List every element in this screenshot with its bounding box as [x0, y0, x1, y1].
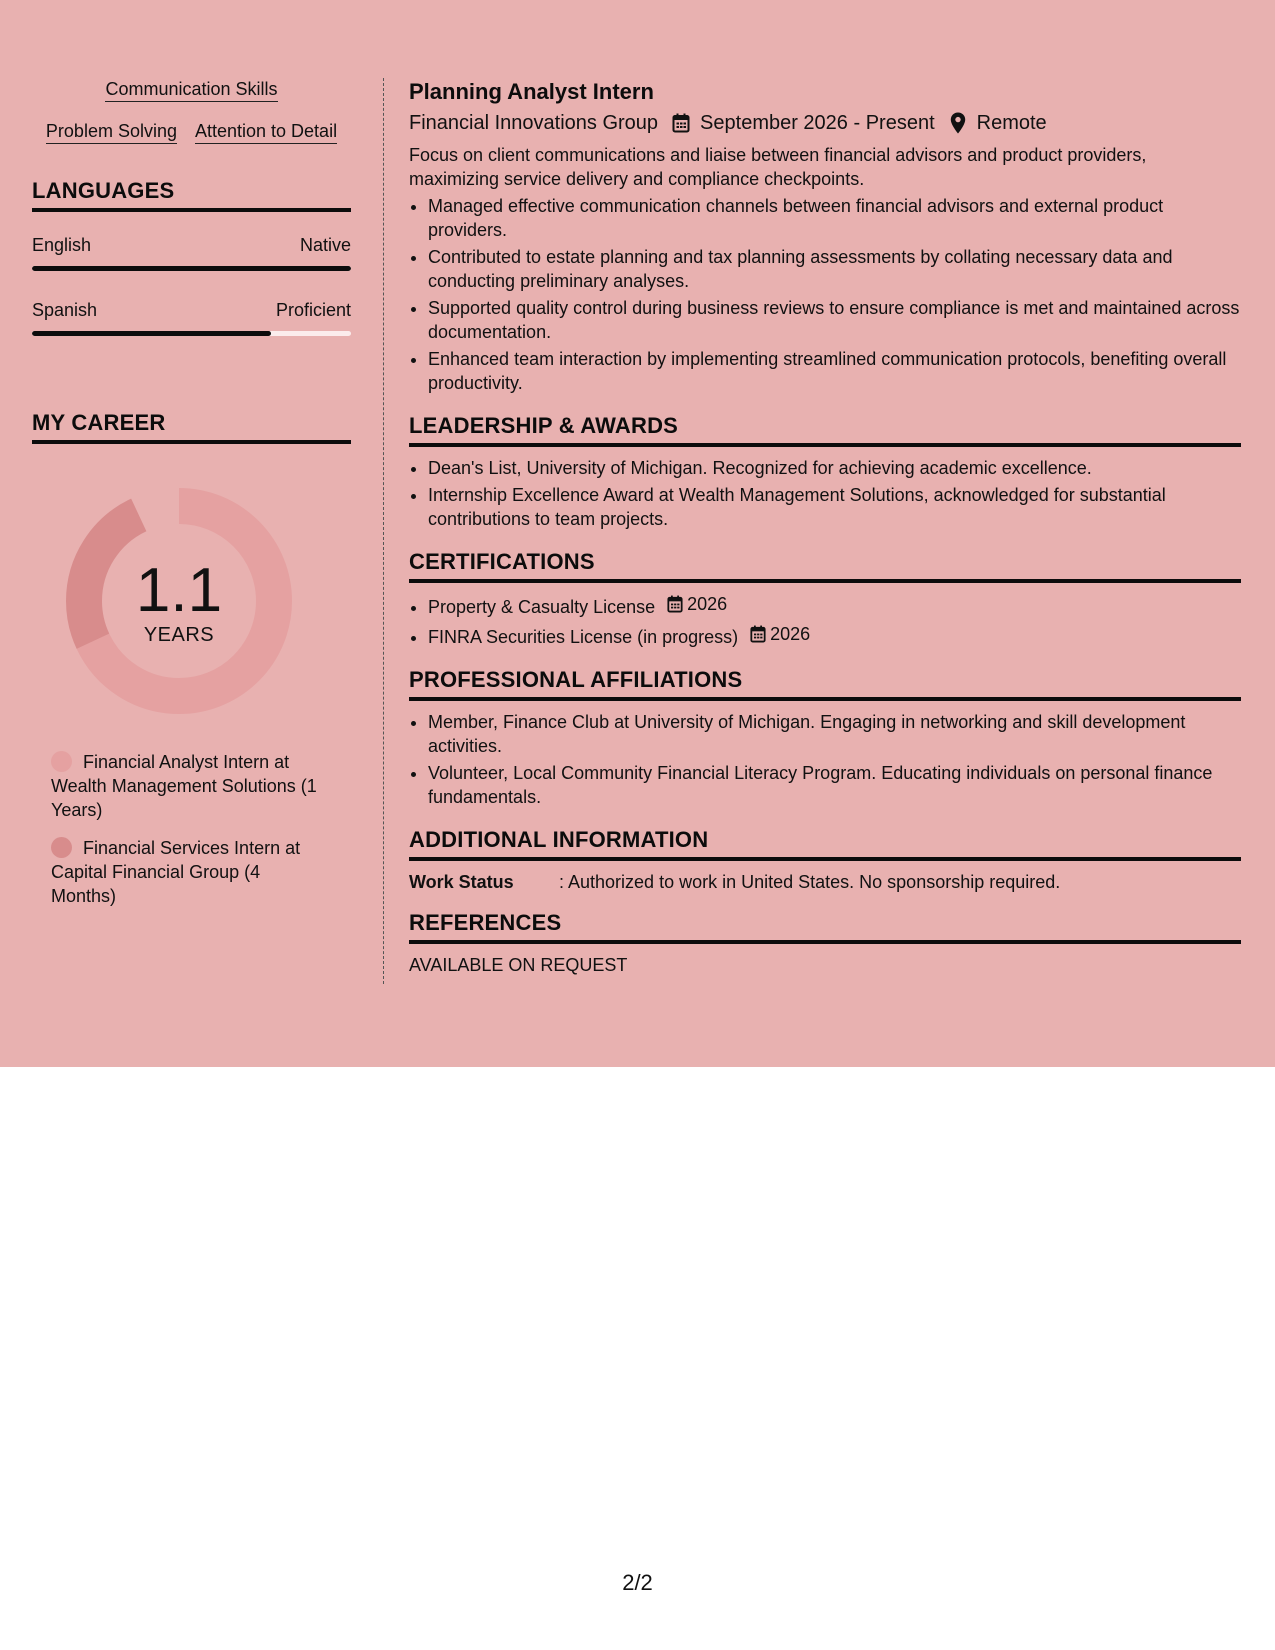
certifications-section: [409, 549, 1241, 649]
job-bullets: [409, 194, 1241, 395]
affiliations-section: [409, 667, 1241, 809]
languages-section: [32, 178, 351, 336]
career-donut-chart: [66, 488, 292, 714]
calendar-icon: [667, 595, 683, 613]
legend-item: [51, 836, 321, 908]
career-section: [32, 410, 351, 908]
leadership-heading: LEADERSHIP & AWARDS: [409, 413, 1241, 447]
legend-dot: [51, 837, 72, 858]
job-bullet: • Contributed to estate planning and tax planning assessments by collating necessary data and conducting preliminary analyses.: [428, 245, 1241, 293]
job-bullet: • Enhanced team interaction by implementing streamlined communication protocols, benefiting overall productivity.: [428, 347, 1241, 395]
legend-item: [51, 750, 321, 822]
language-item: [32, 299, 351, 336]
career-total-years: 1.1: [135, 555, 223, 625]
right-column: [409, 78, 1241, 977]
certification-item: [428, 592, 1241, 619]
certifications-heading: CERTIFICATIONS: [409, 549, 1241, 583]
job-description: Focus on client communications and liaise between financial advisors and product providers, maximizing service delivery and compliance checkpoints.: [409, 145, 1147, 189]
language-bar-fill: [32, 266, 351, 271]
leadership-item: • Dean's List, University of Michigan. Recognized for achieving academic excellence.: [428, 456, 1241, 480]
certification-item: [428, 622, 1241, 649]
calendar-icon: [750, 625, 766, 643]
certification-year: 2026: [687, 594, 728, 614]
skill-tag: Problem Solving: [46, 120, 177, 144]
references-heading: REFERENCES: [409, 910, 1241, 944]
legend-label: Financial Analyst Intern at Wealth Management Solutions (1 Years): [51, 752, 317, 820]
languages-heading: LANGUAGES: [32, 178, 351, 212]
career-heading: MY CAREER: [32, 410, 351, 444]
affiliation-item: • Volunteer, Local Community Financial Literacy Program. Educating individuals on personal finance fundamentals.: [428, 761, 1241, 809]
leadership-list: [409, 456, 1241, 531]
job-dates: September 2026 - Present: [700, 112, 935, 134]
skills-list: [32, 78, 351, 144]
language-bar-fill: [32, 331, 271, 336]
leadership-item: • Internship Excellence Award at Wealth Management Solutions, acknowledged for substantial contributions to team projects.: [428, 483, 1241, 531]
skills-row-1: [32, 78, 351, 102]
location-pin-icon: [948, 112, 968, 134]
legend-dot: [51, 751, 72, 772]
references-section: [409, 910, 1241, 977]
work-status-label: Work Status: [409, 872, 514, 892]
language-level: Proficient: [275, 300, 351, 320]
column-divider: [383, 78, 384, 984]
page-number: 2/2: [622, 1570, 653, 1595]
job-location: Remote: [976, 112, 1047, 134]
job-meta: [409, 109, 1241, 137]
language-name: English: [32, 235, 92, 255]
language-level: Native: [299, 235, 351, 255]
affiliation-item: • Member, Finance Club at University of Michigan. Engaging in networking and skill development activities.: [428, 710, 1241, 758]
work-status-row: [409, 870, 1241, 894]
additional-info-section: [409, 827, 1241, 894]
experience-entry: [409, 78, 1241, 395]
left-column: [32, 78, 351, 922]
certification-name: FINRA Securities License (in progress): [428, 627, 739, 647]
language-bar-track: [32, 266, 351, 271]
job-bullet: • Managed effective communication channels between financial advisors and external product providers.: [428, 194, 1241, 242]
language-item: [32, 234, 351, 271]
job-company: Financial Innovations Group: [409, 112, 659, 134]
work-status-value: : Authorized to work in United States. No sponsorship required.: [559, 872, 1061, 892]
skills-row-2: [32, 120, 351, 144]
skill-tag: Communication Skills: [105, 78, 277, 102]
leadership-section: [409, 413, 1241, 531]
calendar-icon: [671, 112, 691, 134]
job-title: Planning Analyst Intern: [409, 79, 654, 104]
career-legend: [51, 750, 321, 908]
job-bullet: • Supported quality control during business reviews to ensure compliance is met and maintained across documentation.: [428, 296, 1241, 344]
affiliations-heading: PROFESSIONAL AFFILIATIONS: [409, 667, 1241, 701]
certification-name: Property & Casualty License: [428, 597, 656, 617]
legend-label: Financial Services Intern at Capital Financial Group (4 Months): [51, 838, 301, 906]
career-unit: YEARS: [143, 623, 215, 646]
certification-year: 2026: [770, 624, 811, 644]
references-text: AVAILABLE ON REQUEST: [409, 955, 628, 975]
language-bar-track: [32, 331, 351, 336]
affiliations-list: [409, 710, 1241, 809]
language-name: Spanish: [32, 300, 98, 320]
additional-info-heading: ADDITIONAL INFORMATION: [409, 827, 1241, 861]
certifications-list: [409, 592, 1241, 649]
skill-tag: Attention to Detail: [195, 120, 337, 144]
